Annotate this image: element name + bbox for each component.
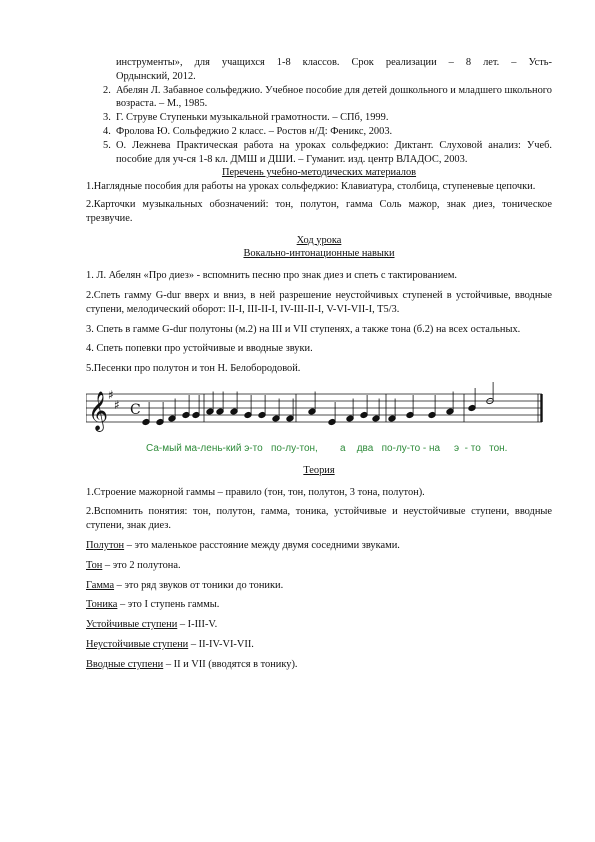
reference-item bbox=[86, 84, 552, 112]
reference-text: Абелян Л. Забавное сольфеджио. Учебное пособие для детей дошкольного и младшего школьного возраста. – М., 1985. bbox=[116, 84, 552, 110]
definition-text: – II и VII (вводятся в тонику). bbox=[163, 658, 298, 670]
svg-text:♯: ♯ bbox=[108, 387, 114, 402]
melody-notes bbox=[142, 382, 494, 426]
definition-text: – это 2 полутона. bbox=[102, 559, 181, 571]
definition bbox=[86, 618, 552, 632]
lesson-paragraph: 4. Спеть попевки про устойчивые и вводные звуки. bbox=[86, 343, 313, 355]
definition-term: Тоника bbox=[86, 599, 118, 611]
definition-text: – это маленькое расстояние между двумя соседними звуками. bbox=[124, 539, 400, 551]
reference-number: 2. bbox=[103, 84, 111, 96]
reference-continuation: инструменты», для учащихся 1-8 классов. Срок реализации – 8 лет. – Усть- bbox=[116, 57, 552, 68]
definition-term: Гамма bbox=[86, 579, 115, 591]
references-list bbox=[86, 56, 552, 166]
theory-paragraph: 2.Вспомнить понятия: тон, полутон, гамма, тоника, устойчивые и неустойчивые ступени, вводные ступени, знак диез. bbox=[86, 506, 552, 532]
theory-heading: Теория bbox=[303, 464, 335, 476]
definition bbox=[86, 559, 552, 573]
time-signature: C bbox=[130, 401, 141, 418]
materials-item: 1.Наглядные пособия для работы на уроках сольфеджио: Клавиатура, столбица, ступеневые цепочки. bbox=[86, 181, 536, 193]
definition-term: Неустойчивые ступени bbox=[86, 638, 189, 650]
definition-term: Устойчивые ступени bbox=[86, 619, 178, 631]
lesson-paragraph: 2.Спеть гамму G-dur вверх и вниз, в ней разрешение неустойчивых ступеней в устойчивые, вводные ступени, мелодический оборот: II-I, III-II-I, IV-III-II-I, V-VI-VII-I, T5/3. bbox=[86, 289, 552, 315]
reference-continuation-end: Ордынский, 2012. bbox=[116, 70, 196, 82]
treble-clef-icon bbox=[88, 391, 108, 432]
materials-heading: Перечень учебно-методических материалов bbox=[221, 167, 417, 179]
reference-item bbox=[86, 111, 552, 125]
definition-text: – I-III-V. bbox=[177, 619, 218, 631]
definition bbox=[86, 539, 552, 553]
definition bbox=[86, 579, 552, 593]
definition bbox=[86, 598, 552, 612]
svg-text:♯: ♯ bbox=[114, 397, 120, 412]
reference-item bbox=[86, 139, 552, 167]
reference-item bbox=[86, 125, 552, 139]
lesson-paragraph: 5.Песенки про полутон и тон Н. Белобородовой. bbox=[86, 363, 301, 375]
svg-text:𝄞: 𝄞 bbox=[88, 390, 109, 431]
definition-text: – это ряд звуков от тоники до тоники. bbox=[114, 579, 284, 591]
definition-text: – II-IV-VI-VII. bbox=[188, 638, 254, 650]
reference-number: 5. bbox=[103, 139, 111, 151]
materials-item: 2.Карточки музыкальных обозначений: тон, полутон, гамма Соль мажор, знак диез, тоническое трезвучие. bbox=[86, 198, 552, 224]
lesson-subheading: Вокально-интонационные навыки bbox=[243, 248, 395, 260]
song-lyrics: Са-мый ма-лень-кий э-то по-лу-тон, а два по-лу-то - на э - то тон. bbox=[146, 442, 508, 454]
lesson-heading: Ход урока bbox=[296, 234, 342, 246]
reference-text: О. Лежнева Практическая работа на уроках сольфеджио: Диктант. Слуховой анализ: Учеб. пособие для уч-ся 1-8 кл. ДМШ и ДШИ. – Гуманит. изд. центр ВЛАДОС, 2003. bbox=[116, 139, 552, 165]
definition-term: Тон bbox=[86, 559, 103, 571]
definition-term: Полутон bbox=[86, 539, 125, 551]
definition bbox=[86, 638, 552, 652]
lesson-paragraph: 1. Л. Абелян «Про диез» - вспомнить песню про знак диез и спеть с тактированием. bbox=[86, 270, 458, 282]
reference-number: 3. bbox=[103, 112, 111, 124]
lesson-paragraph: 3. Спеть в гамме G-dur полутоны (м.2) на III и VII ступенях, а также тона (б.2) на всех остальных. bbox=[86, 323, 521, 335]
document-page bbox=[86, 56, 552, 672]
reference-number: 4. bbox=[103, 125, 111, 137]
definition bbox=[86, 658, 552, 672]
definition-term: Вводные ступени bbox=[86, 658, 164, 670]
reference-text: Г. Струве Ступеньки музыкальной грамотности. – СПб, 1999. bbox=[116, 112, 389, 124]
definition-text: – это I ступень гаммы. bbox=[117, 599, 220, 611]
reference-text: Фролова Ю. Сольфеджио 2 класс. – Ростов н/Д: Феникс, 2003. bbox=[116, 125, 393, 137]
music-staff bbox=[86, 382, 552, 438]
theory-paragraph: 1.Строение мажорной гаммы – правило (тон, тон, полутон, 3 тона, полутон). bbox=[86, 486, 425, 498]
